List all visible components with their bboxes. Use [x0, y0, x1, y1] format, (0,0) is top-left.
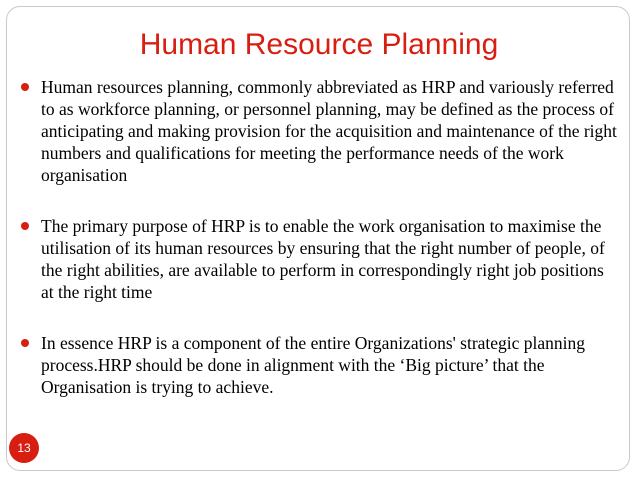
- bullet-item: [18, 332, 618, 398]
- page-number-badge: 13: [9, 433, 39, 463]
- bullet-text: Human resources planning, commonly abbreviated as HRP and variously referred to as workforce planning, or personnel planning, may be defined as the process of anticipating and making provision for the acquisition and maintenance of the right numbers and qualifications for meeting the performance needs of the work organisation: [41, 77, 617, 185]
- bullet-item: [18, 215, 618, 303]
- bullet-text: In essence HRP is a component of the entire Organizations' strategic planning process.HRP should be done in alignment with the ‘Big picture’ that the Organisation is trying to achieve.: [41, 333, 586, 397]
- bullet-marker: [21, 83, 29, 91]
- bullet-text: The primary purpose of HRP is to enable the work organisation to maximise the utilisation of its human resources by ensuring that the right number of people, of the right abilities, are available to perform in correspondingly right job positions at the right time: [41, 216, 605, 302]
- bullet-item: [18, 76, 618, 186]
- slide-title: Human Resource Planning: [139, 28, 499, 61]
- bullet-marker: [21, 222, 29, 230]
- bullet-marker: [21, 339, 29, 347]
- bullet-list: [18, 76, 618, 398]
